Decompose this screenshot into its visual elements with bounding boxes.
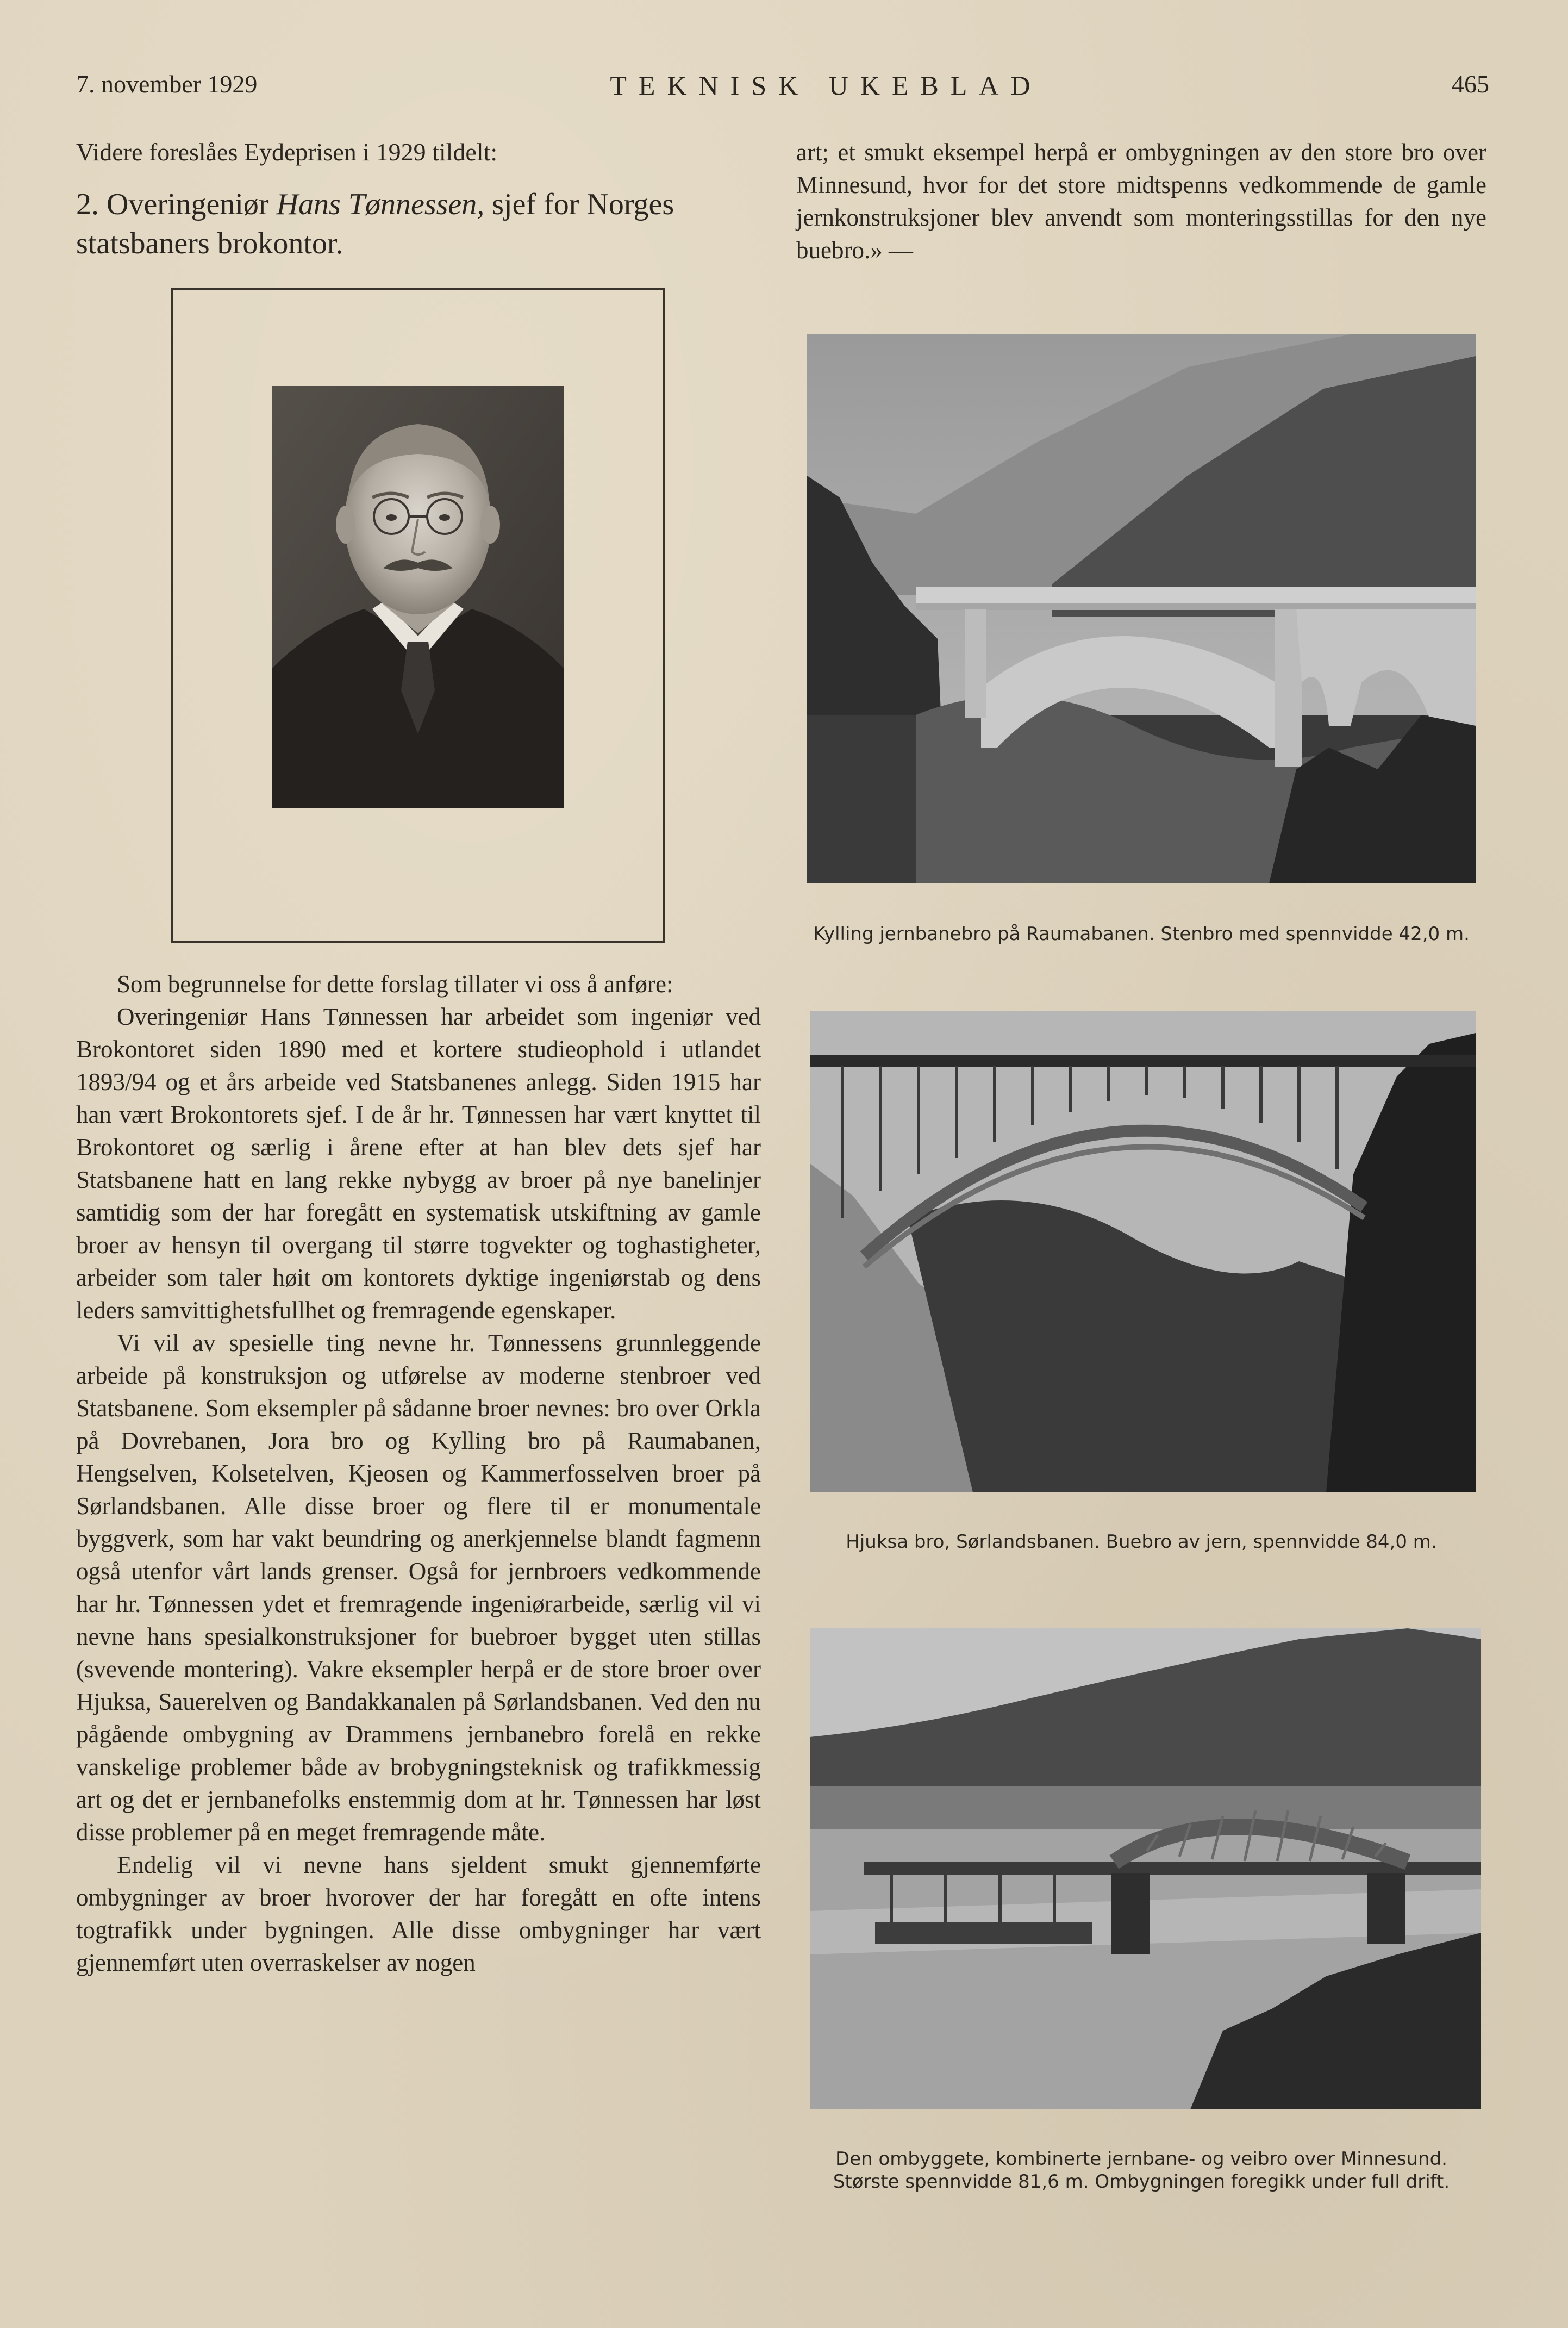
page-header <box>76 70 1489 108</box>
photo-minnesund-bridge <box>810 1628 1481 2109</box>
nominee-suffix: sjef for Norges statsbaners brokontor. <box>76 188 674 260</box>
hjuksa-bridge-illustration <box>810 1011 1476 1492</box>
nominee-name: Hans Tønnessen, <box>276 188 485 221</box>
portrait-illustration <box>272 386 564 808</box>
intro-line: Videre foreslåes Eydeprisen i 1929 tildelt: <box>76 138 498 166</box>
paragraph-1: Som begrunnelse for dette forslag tillater vi oss å anføre: <box>117 970 673 998</box>
caption-minnesund-bridge <box>796 2148 1486 2193</box>
caption-kylling-bridge: Kylling jernbanebro på Raumabanen. Stenbro med spennvidde 42,0 m. <box>813 923 1470 945</box>
nominee-prefix: 2. Overingeniør <box>76 188 277 221</box>
kylling-bridge-illustration <box>807 334 1476 883</box>
photo-kylling-bridge <box>807 334 1476 883</box>
right-column-text <box>796 136 1486 266</box>
journal-title: TEKNISK UKEBLAD <box>610 70 1042 101</box>
photo-hjuksa-bridge <box>810 1011 1476 1492</box>
caption-minnesund-line1: Den ombyggete, kombinerte jernbane- og veibro over Minnesund. <box>835 2148 1447 2170</box>
paragraph-3: Vi vil av spesielle ting nevne hr. Tønnessens grunnleggende arbeide på konstruksjon og utførelse av moderne stenbroer ved Statsbanene. Som eksempler på sådanne broer nevnes: bro over Orkla på Dovrebanen, Jora bro og Kylling bro på Raumabanen, Hengselven, Kolsetelven, Kjeosen og Kammerfosselven broer på Sørlandsbanen. Alle disse broer og flere til er monumentale byggverk, som har vakt beundring og anerkjennelse blandt fagmenn også utenfor vårt lands grenser. Også for jernbroers vedkommende har hr. Tønnessen ydet et fremragende ingeniørarbeide, særlig vil vi nevne hans spesialkonstruksjoner for buebroer bygget uten stillas (svevende montering). Vakre eksempler herpå er de store broer over Hjuksa, Sauerelven og Bandakkanalen på Sørlandsbanen. Ved den nu pågående ombygning av Drammens jernbanebro forelå en rekke vanskelige problemer både av brobygningsteknisk og trafikkmessig art og det er jernbanefolks enstemmig dom at hr. Tønnessen har løst disse problemer på en meget fremragende måte. <box>76 1329 761 1846</box>
nominee-line <box>76 185 761 263</box>
header-date: 7. november 1929 <box>76 70 258 98</box>
portrait-photo <box>272 386 564 808</box>
caption-hjuksa-bridge: Hjuksa bro, Sørlandsbanen. Buebro av jern, spennvidde 84,0 m. <box>846 1531 1437 1553</box>
page-number: 465 <box>1452 70 1489 98</box>
minnesund-bridge-illustration <box>810 1628 1481 2109</box>
paragraph-2: Overingeniør Hans Tønnessen har arbeidet som ingeniør ved Brokontoret siden 1890 med et kortere studieophold i utlandet 1893/94 og et års arbeide ved Statsbanenes anlegg. Siden 1915 har han vært Brokontorets sjef. I de år hr. Tønnessen har vært knyttet til Brokontoret og særlig i årene efter at han blev dets sjef har Statsbanene hatt en lang rekke nybygg av broer på nye banelinjer samtidig som der har foregått en systematisk utskiftning av gamle broer av hensyn til overgang til større togvekter og toghastigheter, arbeider som taler høit om kontorets dyktige ingeniørstab og dens leders samvittighetsfullhet og fremragende egenskaper. <box>76 1003 761 1324</box>
paragraph-continued: art; et smukt eksempel herpå er ombygningen av den store bro over Minnesund, hvor for det store midtspenns vedkommende de gamle jernkonstruksjoner blev anvendt som monteringsstillas for den nye buebro.» — <box>796 139 1486 264</box>
left-column-text <box>76 968 761 1979</box>
paragraph-4: Endelig vil vi nevne hans sjeldent smukt gjennemførte ombygninger av broer hvorover der har foregått en ofte intens togtrafikk under bygningen. Alle disse ombygninger har vært gjennemført uten overraskelser av nogen <box>76 1851 761 1976</box>
caption-minnesund-line2: Største spennvidde 81,6 m. Ombygningen foregikk under full drift. <box>833 2171 1450 2193</box>
